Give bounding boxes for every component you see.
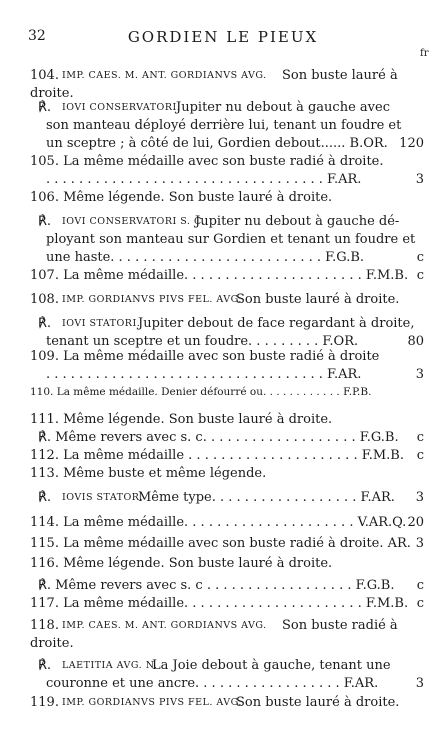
entry-text: Même type. . . . . . . . . . . . . . . . . . F.AR. [138,490,395,505]
rarity-value: c [416,448,424,463]
entry-text: ℟. Même revers avec s. c . . . . . . . . . . . . . . . . . . F.G.B. [38,578,395,593]
rarity-value: c [416,596,424,611]
entry-text: 111. Même légende. Son buste lauré à droite. [30,412,333,427]
page-title: GORDIEN LE PIEUX [127,28,319,46]
entry-text: ℟. [38,214,52,229]
entry-text: ℟. [38,658,52,673]
rarity-value: 3 [415,676,424,691]
legend-text: IOVI CONSERVATORI S. C. [62,216,205,227]
entry-text: ℟. [38,490,52,505]
entry-text: Son buste lauré à droite. [236,292,400,307]
entry-text: 105. La même médaille avec son buste radié à droite. [30,154,384,169]
legend-text: IMP. GORDIANVS PIVS FEL. AVG. [62,697,242,708]
entry-text: 108. [30,292,59,307]
entry-text: 119. [30,695,59,710]
entry-text: . . . . . . . . . . . . . . . . . . . . . . . . . . . . . . . . . . F.AR. [46,172,362,187]
legend-text: IMP. GORDIANVS PIVS FEL. AVG. [62,294,242,305]
entry-text: 115. La même médaille avec son buste radié à droite. AR. [30,536,411,551]
entry-text: Son buste radié à [282,618,398,633]
rarity-value: c [416,268,424,283]
rarity-value: 80 [407,334,424,349]
rarity-value: c [416,430,424,445]
entry-text: 113. Même buste et même légende. [30,466,267,481]
rarity-value: 3 [415,536,424,551]
entry-text: droite. [30,86,74,101]
entry-text: ℟. [38,100,52,115]
entry-text: 117. La même médaille. . . . . . . . . . . . . . . . . . . . . . F.M.B. [30,596,409,611]
entry-text: Jupiter nu debout à gauche avec [176,100,390,115]
entry-text: tenant un sceptre et un foudre. . . . . . . . . F.OR. [46,334,359,349]
rarity-value: 120 [399,136,424,151]
entry-text: 104. [30,68,59,83]
entry-text: Son buste lauré à droite. [236,695,400,710]
entry-text: droite. [30,636,74,651]
entry-text: 106. Même légende. Son buste lauré à droite. [30,190,333,205]
entry-text: Jupiter nu debout à gauche dé- [195,214,400,229]
legend-text: IOVIS STATOR. [62,492,143,503]
legend-text: IMP. CAES. M. ANT. GORDIANVS AVG. [62,620,267,631]
entry-text: 110. La même médaille. Denier défourré ou. . . . . . . . . . . . F.P.B. [30,386,372,398]
entry-text: 107. La même médaille. . . . . . . . . . . . . . . . . . . . . . F.M.B. [30,268,409,283]
rarity-value: c [416,578,424,593]
entry-text: . . . . . . . . . . . . . . . . . . . . . . . . . . . . . . . . . . F.AR. [46,367,362,382]
legend-text: LAETITIA AVG. N. [62,660,158,671]
entry-text: 112. La même médaille . . . . . . . . . . . . . . . . . . . . . F.M.B. [30,448,404,463]
page-number: 32 [28,28,46,44]
entry-text: ployant son manteau sur Gordien et tenant un foudre et [46,232,416,247]
legend-text: IMP. CAES. M. ANT. GORDIANVS AVG. [62,70,267,81]
entry-text: ℟. Même revers avec s. c. . . . . . . . . . . . . . . . . . . F.G.B. [38,430,399,445]
entry-text: 116. Même légende. Son buste lauré à droite. [30,556,333,571]
entry-text: son manteau déployé derrière lui, tenant un foudre et [46,118,402,133]
rarity-value: 3 [415,172,424,187]
rarity-value: 20 [407,515,424,530]
rarity-value: c [416,250,424,265]
entry-text: couronne et une ancre. . . . . . . . . . . . . . . . . . F.AR. [46,676,379,691]
entry-text: La Joie debout à gauche, tenant une [152,658,391,673]
entry-text: Son buste lauré à [282,68,398,83]
entry-text: 109. La même médaille avec son buste radié à droite [30,349,380,364]
page-header [28,28,418,48]
entry-text: 118. [30,618,59,633]
legend-text: IOVI STATORI. [62,318,141,329]
entry-text: Jupiter debout de face regardant à droite, [138,316,415,331]
rarity-value: 3 [415,490,424,505]
entry-text: 114. La même médaille. . . . . . . . . . . . . . . . . . . . . V.AR.Q. [30,515,407,530]
rarity-value: 3 [415,367,424,382]
entry-text: une haste. . . . . . . . . . . . . . . . . . . . . . . . . . F.G.B. [46,250,365,265]
margin-mark: fr [420,48,429,59]
legend-text: IOVI CONSERVATORI. [62,102,181,113]
entry-text: ℟. [38,316,52,331]
entry-text: un sceptre ; à côté de lui, Gordien debout...... B.OR. [46,136,388,151]
